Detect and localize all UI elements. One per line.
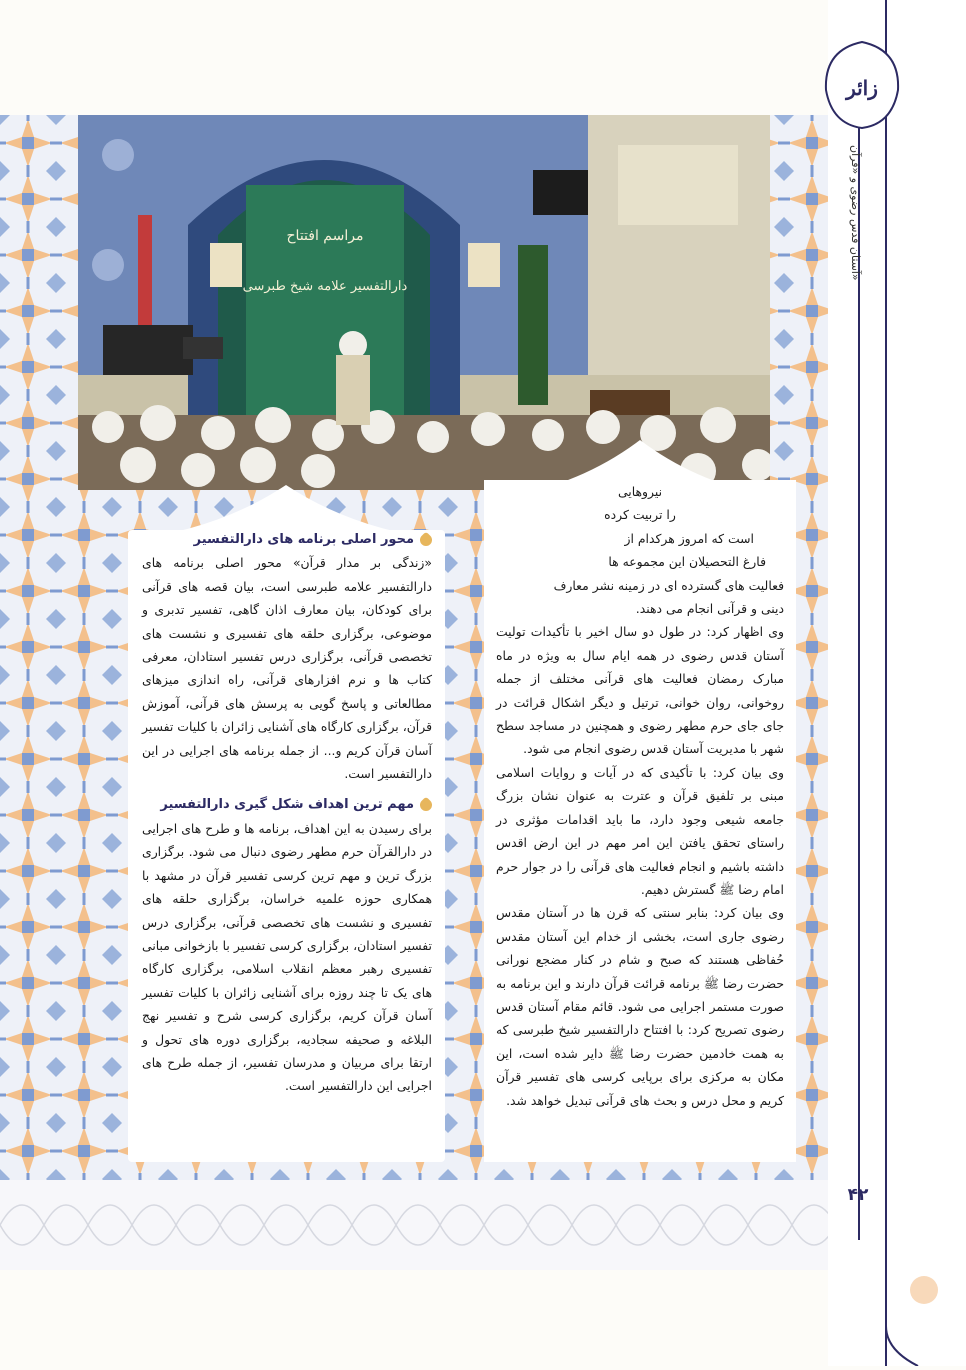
corner-ornament bbox=[872, 1230, 962, 1366]
intro-line: نیروهایی bbox=[617, 484, 663, 499]
logo-text: زائر bbox=[846, 76, 878, 100]
intro-line: فعالیت های گسترده ای در زمینه نشر معارف bbox=[553, 577, 784, 593]
paragraph: وی اظهار کرد: در طول دو سال اخیر با تأکیدات تولیت آستان قدس رضوی در همه ایام سال به ویژه در ماه مبارک رمضان فعالیت های قرآنی مختلف از جمله روخوانی، روان خوانی، ترتیل و دیگر اشکال قرائت در جای جای حرم مطهر رضوی و همچنین در مساجد سطح شهر با مدیریت آستان قدس رضوی انجام می شود. bbox=[496, 624, 784, 757]
section-caption: آستان قدس رضوی و «قرآن» bbox=[849, 145, 862, 281]
banner-line1: مراسم افتتاح bbox=[286, 228, 364, 244]
heading-text: محور اصلی برنامه های دارالتفسیر bbox=[193, 532, 414, 547]
section-heading bbox=[142, 793, 432, 816]
intro-line: را تربیت کرده bbox=[604, 507, 676, 523]
left-column-text bbox=[142, 528, 432, 1098]
paragraph: برای رسیدن به این اهداف، برنامه ها و طرح های اجرایی در دارالقرآن حرم مطهر رضوی دنبال می شود. برگزاری بزرگ ترین و مهم ترین کرسی تفسیر قرآن در مشهد با همکاری حوزه علمیه خراسان، برگزاری حلقه های تفسیری و نشست های تخصصی قرآنی، برگزاری درس تفسیر استادان، برگزاری کرسی تفسیر با بازخوانی مبانی تفسیری رهبر معظم انقلاب اسلامی، برگزاری کارگاه های یک تا چند روزه برای آشنایی زائران با کلیات تفسیر آسان قرآن کریم، برگزاری کرسی شرح و تفسیر نهج البلاغه و صحیفه سجادیه، برگزاری دوره های تحول و ارتقا برای مربیان و مدرسان تفسیر، از جمله طرح های اجرایی این دارالتفسیر است. bbox=[142, 820, 432, 1094]
intro-line: است که امروز هرکدام از bbox=[624, 530, 754, 546]
intro-line: دینی و قرآنی انجام می دهند. bbox=[635, 601, 784, 617]
intro-line: فارغ التحصیلان این مجموعه ها bbox=[608, 554, 766, 570]
paragraph: وی بیان کرد: بنابر سنتی که قرن ها در آستان مقدس رضوی جاری است، بخشی از خدام این آستان مقدس حُفاظی هستند که صبح و شام در کنار مضجع نورانی حضرت رضا ﷺ برنامه قرائت قرآن دارند و این برنامه به صورت مستمر اجرایی می شود. قائم مقام آستان قدس رضوی تصریح کرد: با افتتاح دارالتفسیر شیخ طبرسی که به همت خادمین حضرت رضا ﷺ دایر شده است، این مکان به مرکزی برای برپایی کرسی های تفسیر قرآن کریم و محل درس و بحث های قرآنی تبدیل خواهد شد. bbox=[496, 905, 784, 1108]
section-heading bbox=[142, 528, 432, 551]
right-column-text bbox=[496, 480, 784, 1112]
side-rule bbox=[885, 0, 887, 1366]
bottom-pattern-band bbox=[0, 1180, 878, 1270]
paragraph: وی بیان کرد: با تأکیدی که در آیات و روایات اسلامی مبنی بر تلفیق قرآن و عترت به عنوان نشان بزرگ جامعه شیعی وجود دارد، ما باید اقدامات مؤثری در راستای تحقق یافتن این امر مهم در این ارض اقدس داشته باشیم و انجام فعالیت های قرآنی را در جوار حرم امام رضا ﷺ گسترش دهیم. bbox=[496, 764, 784, 897]
bullet-icon bbox=[418, 531, 435, 548]
ceremony-photo bbox=[78, 115, 770, 490]
magazine-logo bbox=[822, 40, 902, 130]
bullet-icon bbox=[418, 797, 435, 814]
banner-line2: دارالتفسیر علامه شیخ طبرسی bbox=[242, 279, 408, 294]
paragraph: «زندگی بر مدار قرآن» محور اصلی برنامه های دارالتفسیر علامه طبرسی است، بیان قصه های قرآنی برای کودکان، بیان معارف اذان گاهی، تفسیر تدبری و موضوعی، برگزاری حلقه های تفسیری و نشست های تخصصی قرآنی، برگزاری درس تفسیر استادان، معرفی کتاب ها و نرم افزارهای قرآنی، راه اندازی میزهای مطالعاتی و پاسخ گویی به پرسش های قرآنی، آموزش قرآن، برگزاری کارگاه های آشنایی زائران با کلیات تفسیر آسان قرآن کریم و... از جمله برنامه های اجرایی در این دارالتفسیر است. bbox=[142, 555, 432, 782]
heading-text: مهم ترین اهداف شکل گیری دارالتفسیر bbox=[160, 797, 414, 813]
page-number: ۴۲ bbox=[847, 1185, 869, 1205]
